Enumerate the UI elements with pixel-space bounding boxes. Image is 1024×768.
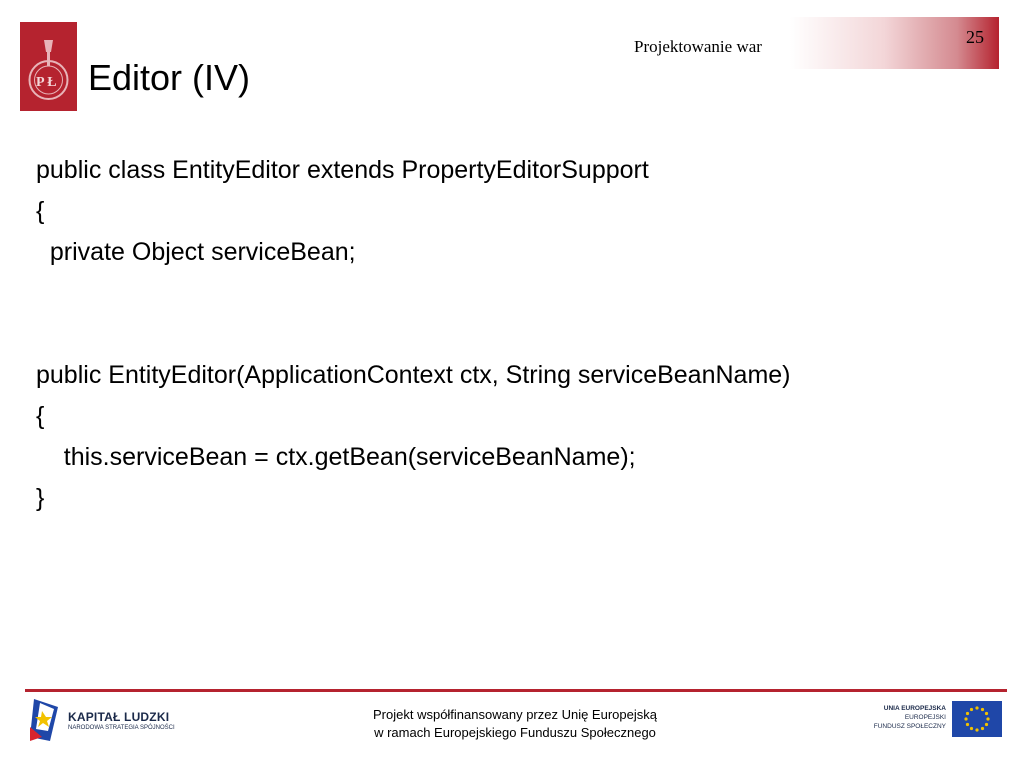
slide-title: Editor (IV) — [88, 57, 251, 98]
eu-flag-icon — [952, 701, 1002, 737]
funding-note — [320, 706, 710, 742]
funding-note-line-1: Projekt współfinansowany przez Unię Europejską — [373, 707, 657, 722]
code-line: public class EntityEditor extends PropertyEditorSupport — [36, 156, 649, 184]
university-logo — [20, 22, 77, 111]
university-emblem-icon — [20, 22, 77, 111]
logo-letters: P Ł — [36, 75, 57, 90]
code-line: { — [36, 402, 45, 430]
code-line — [36, 314, 996, 355]
eu-logo-line-1: UNIA EUROPEJSKA — [883, 705, 946, 712]
header-caption: Projektowanie war — [634, 37, 762, 56]
code-line: private Object serviceBean; — [36, 238, 356, 266]
eu-logo-text — [874, 704, 946, 731]
eu-logo-line-3: FUNDUSZ SPOŁECZNY — [873, 723, 946, 730]
code-line: this.serviceBean = ctx.getBean(serviceBeanName); — [36, 443, 636, 471]
footer-divider — [25, 689, 1007, 692]
code-line: public EntityEditor(ApplicationContext ctx, String serviceBeanName) — [36, 361, 791, 389]
code-line: } — [36, 484, 45, 512]
eu-logo — [860, 700, 1006, 740]
kapital-ludzki-emblem-icon — [28, 697, 64, 743]
funding-note-line-2: w ramach Europejskiego Funduszu Społecznego — [374, 725, 656, 740]
code-line — [36, 273, 996, 314]
code-block — [36, 150, 996, 519]
kapital-ludzki-title: KAPITAŁ LUDZKI — [68, 710, 170, 724]
kapital-ludzki-subtitle: NARODOWA STRATEGIA SPÓJNOŚCI — [68, 725, 175, 731]
kapital-ludzki-logo — [28, 697, 218, 745]
eu-logo-line-2: EUROPEJSKI — [904, 714, 946, 721]
page-number: 25 — [966, 27, 984, 47]
code-line: { — [36, 197, 45, 225]
